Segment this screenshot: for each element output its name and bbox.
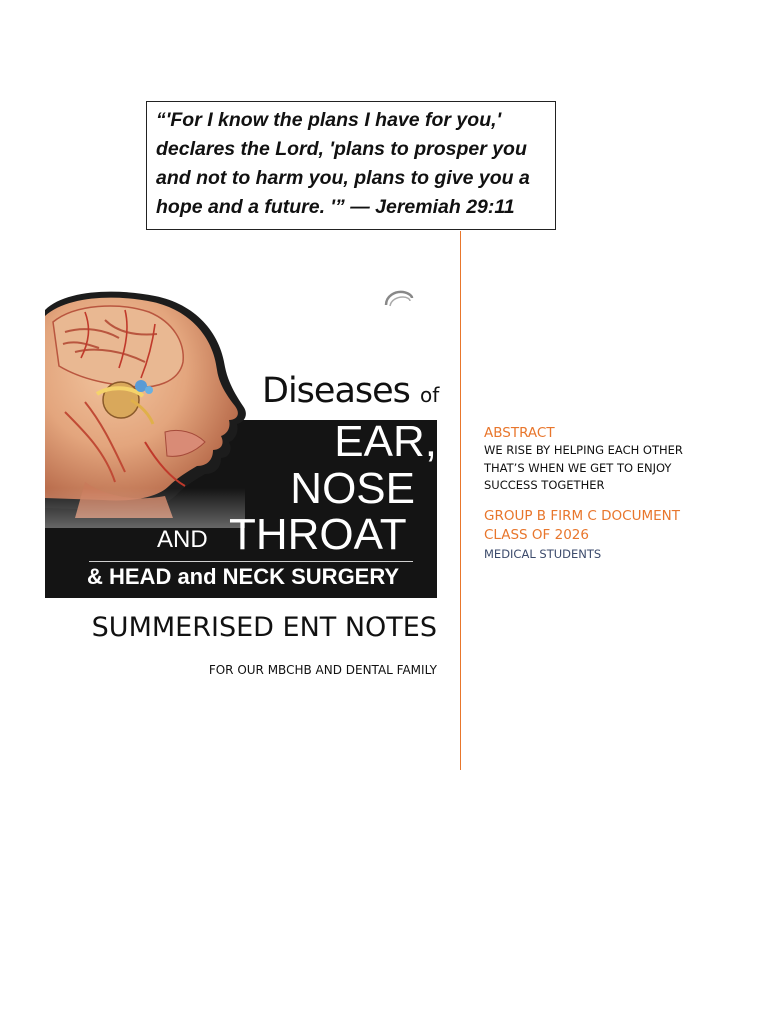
cover-title-throat: THROAT bbox=[229, 510, 407, 559]
document-title: SUMMERISED ENT NOTES bbox=[91, 612, 437, 643]
quote-line: “'For I know the plans I have for you,' bbox=[156, 109, 502, 131]
cover-title-ear: EAR, bbox=[334, 417, 437, 466]
quote-line: declares the Lord, 'plans to prosper you bbox=[156, 138, 527, 160]
cover-title-diseases: Diseases of bbox=[262, 371, 440, 411]
document-subtitle: FOR OUR MBCHB AND DENTAL FAMILY bbox=[208, 663, 437, 677]
abstract-line: SUCCESS TOGETHER bbox=[484, 478, 605, 492]
abstract-text bbox=[484, 442, 754, 495]
cover-title-and: AND bbox=[157, 526, 208, 553]
quote-box bbox=[146, 101, 556, 230]
students-label: MEDICAL STUDENTS bbox=[484, 546, 602, 561]
cover-title-of: of bbox=[420, 383, 440, 407]
abstract-line: THAT’S WHEN WE GET TO ENJOY bbox=[484, 460, 672, 475]
class-line: CLASS OF 2026 bbox=[484, 526, 589, 543]
bible-quote bbox=[156, 106, 547, 222]
cover-title-surgery: & HEAD and NECK SURGERY bbox=[87, 564, 400, 589]
group-info bbox=[484, 507, 754, 545]
quote-line: hope and a future. '” — Jeremiah 29:11 bbox=[156, 196, 515, 218]
cover-rule bbox=[89, 561, 413, 562]
vertical-divider bbox=[460, 231, 461, 770]
publisher-logo-icon bbox=[383, 289, 415, 309]
abstract-sidebar bbox=[484, 424, 754, 563]
abstract-heading: ABSTRACT bbox=[484, 425, 555, 441]
cover-title-nose: NOSE bbox=[290, 464, 415, 513]
quote-line: and not to harm you, plans to give you a bbox=[156, 167, 530, 189]
group-line: GROUP B FIRM C DOCUMENT bbox=[484, 507, 680, 524]
abstract-line: WE RISE BY HELPING EACH OTHER bbox=[484, 443, 683, 457]
